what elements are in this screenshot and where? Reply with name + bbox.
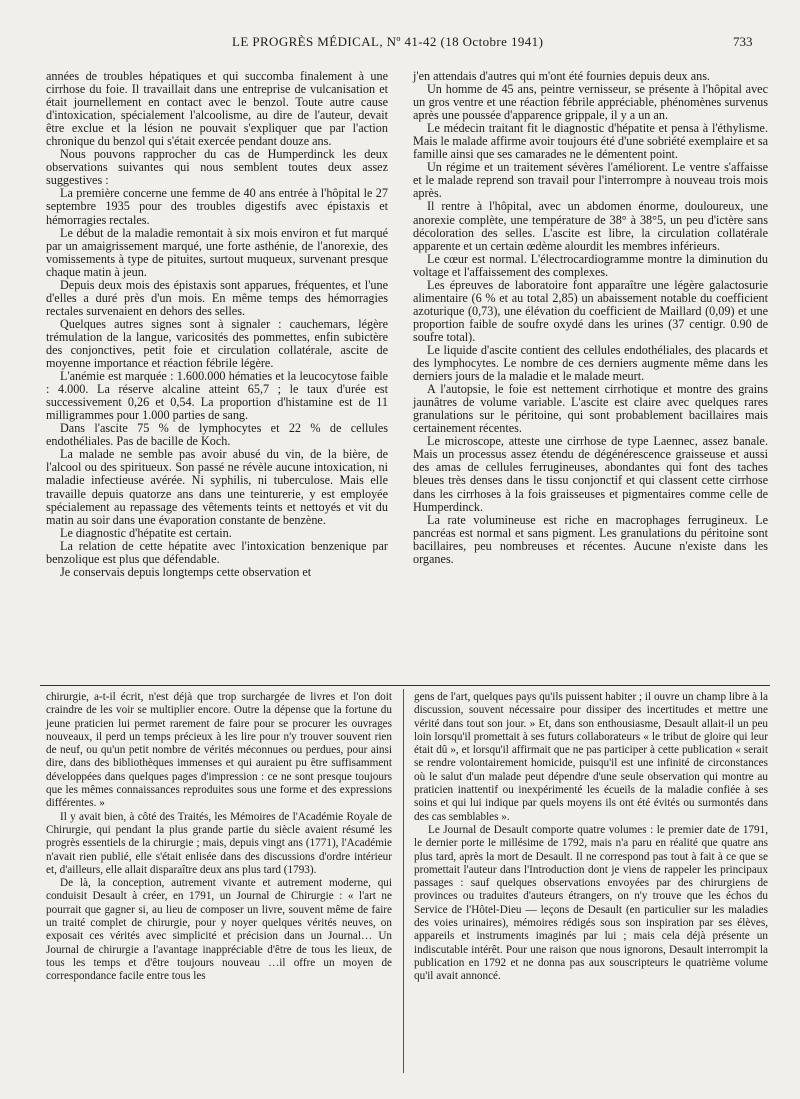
paragraph: Le liquide d'ascite contient des cellules endothéliales, des placards et des lymphocytes. Le nombre de ces derniers augmente même dans les derniers jours de la maladie et le malade meurt. (413, 342, 768, 384)
column-top-left (46, 70, 388, 579)
paragraph: Le diagnostic d'hépatite est certain. (60, 525, 232, 540)
paragraph: La rate volumineuse est riche en macrophages ferrugineux. Le pancréas est normal et sans pigment. Les granulations du péritoine sont bacillaires, peu nombreuses et récentes. Aucune n'existe dans les organes. (413, 512, 768, 566)
paragraph: Il y avait bien, à côté des Traités, les Mémoires de l'Académie Royale de Chirurgie, qui pendant la plus grande partie du siècle avaient résumé les progrès essentiels de la chirurgie ; mais, depuis vingt ans (1771), l'Académie n'avait rien publié, elle s'était enlisée dans des discussions d'ordre intérieur et, d'ailleurs, elle allait disparaître deux ans plus tard (1793). (46, 810, 392, 876)
paragraph: Le Journal de Desault comporte quatre volumes : le premier date de 1791, le dernier porte le millésime de 1792, mais n'a paru en réalité que quatre ans plus tard, après la mort de Desault. Il ne correspond pas tout à fait à ce que se promettait l'auteur dans l'Introduction dont je viens de rappeler les principaux passages : sauf quelques observations envoyées par des chirurgiens de provinces ou traduites d'auteurs étrangers, on n'y trouve que les échos du Service de l'Hôtel-Dieu — leçons de Desault (en particulier sur les maladies des voies urinaires), mémoires rédigés sous son inspiration par ses élèves, appareils et instruments imaginés par lui ; mais cela déjà présente un indiscutable intérêt. Pour une raison que nous ignorons, Desault interrompit la publication en 1792 et ne donna pas aux souscripteurs le quatrième volume qu'il avait annoncé. (414, 823, 768, 983)
paragraph: Nous pouvons rapprocher du cas de Humperdinck les deux observations suivantes qui nous semblent toutes deux assez suggestives : (46, 147, 388, 188)
paragraph: La première concerne une femme de 40 ans entrée à l'hôpital le 27 septembre 1935 pour des troubles digestifs avec épistaxis et hémorragies rectales. (46, 186, 388, 227)
paragraph: La relation de cette hépatite avec l'intoxication benzenique par benzolique est plus que défendable. (46, 538, 388, 566)
paragraph: Depuis deux mois des épistaxis sont apparues, fréquentes, et l'une d'elles a duré près d'un mois. En même temps des hémorragies rectales survenaient en dehors des selles. (46, 277, 388, 318)
running-header (0, 34, 800, 56)
paragraph: Un régime et un traitement sévères l'améliorent. Le ventre s'affaisse et le malade reprend son travail pour l'interrompre à nouveau trois mois après. (413, 160, 768, 201)
paragraph: Les épreuves de laboratoire font apparaître une légère galactosurie alimentaire (6 % et au total 2,85) un abaissement notable du coefficient azoturique (0,73), une élévation du coefficient de Maillard (0,09) et une proportion faible de soufre oxydé dans les urines (37 centigr. 0.90 de soufre total). (413, 277, 768, 344)
column-divider (403, 689, 404, 1073)
paragraph: Un homme de 45 ans, peintre vernisseur, se présente à l'hôpital avec un gros ventre et une réaction fébrile appréciable, phénomènes survenus après une poussée d'apparence grippale, il y a un an. (413, 82, 768, 123)
paragraph: Il rentre à l'hôpital, avec un abdomen énorme, douloureux, une anorexie complète, une température de 38° à 38°5, un peu d'ictère sans décoloration des selles. L'ascite est libre, la circulation collatérale apparente et un certain œdème alourdit les membres inférieurs. (413, 199, 768, 253)
paragraph: gens de l'art, quelques pays qu'ils puissent habiter ; il ouvre un champ libre à la discussion, souvent nécessaire pour dissiper des incertitudes et mettre une vérité dans tout son jour. » Et, dans son enthousiasme, Desault allait-il un peu loin lorsqu'il promettait à ses futurs collaborateurs « le tribut de gloire qui leur était dû », et lorsqu'il affirmait que ne pas participer à cette publication « serait se rendre volontairement homicide, puisqu'il est une infinité de circonstances où le salut d'un malade peut dépendre d'une seule observation qui montre au praticien inattentif ou inexpérimenté les écueils de la maladie confiée à ses soins et qui lui indique par quels moyens ils ont été évités ou surmontés dans des cas semblables ». (414, 691, 768, 823)
column-top-right (413, 70, 768, 566)
paragraph: années de troubles hépatiques et qui succomba finalement à une cirrhose du foie. Il travaillait dans une entreprise de vulcanisation et était journellement en contact avec le benzol. Toute autre cause d'intoxication, spécialement l'alcoolisme, au dire de l'auteur, devait être exclue et la lésion ne pouvait s'expliquer que par l'action chronique du benzol qui s'était exercée pendant douze ans. (46, 69, 388, 149)
paragraph: La malade ne semble pas avoir abusé du vin, de la bière, de l'alcool ou des spiritueux. Son passé ne révèle aucune intoxication, ni maladie infectieuse avérée. Ni syphilis, ni tuberculose. Mais elle travaille depuis quatorze ans dans une teinturerie, y est employée spécialement au repassage des vêtements teints et nettoyés et vit du matin au soir dans une évaporation constante de benzène. (46, 447, 388, 527)
paragraph: Quelques autres signes sont à signaler : cauchemars, légère trémulation de la langue, varicosités des pommettes, enfin subictère des conjonctives, petit foie et circulation collatérale, ascite de moyenne importance et réaction fébrile légère. (46, 316, 388, 371)
paragraph: Le microscope, atteste une cirrhose de type Laennec, assez banale. Mais un processus assez étendu de dégénérescence graisseuse et aussi des amas de cellules ferrugineuses, abondantes qui font des taches bleues très denses dans le tissu conjonctif et qui classent cette cirrhose dans les cirrhoses à la fois graisseuses et pigmentaires comme celle de Humperdinck. (413, 434, 768, 514)
paragraph: Le médecin traitant fit le diagnostic d'hépatite et pensa à l'éthylisme. Mais le malade affirme avoir toujours été d'une sobriété exemplaire et sa famille ainsi que ses camarades ne le démentent point. (413, 121, 768, 162)
paragraph: L'anémie est marquée : 1.600.000 hématies et la leucocytose faible : 4.000. La réserve alcaline atteint 65,7 ; le taux d'urée est successivement 0,26 et 0,54. La proportion d'histamine est de 11 milligrammes pour 1.000 parties de sang. (46, 369, 388, 423)
paragraph: Le cœur est normal. L'électrocardiogramme montre la diminution du voltage et l'affaissement des complexes. (413, 251, 768, 279)
paragraph: A l'autopsie, le foie est nettement cirrhotique et montre des grains jaunâtres de volume variable. L'ascite est claire avec quelques rares granulations sur le péritoine, qui sont probablement bacillaires mais certainement récentes. (413, 382, 768, 436)
paragraph: De là, la conception, autrement vivante et autrement moderne, qui conduisit Desault à créer, en 1791, un Journal de Chirurgie : « l'art ne pourrait que gagner si, au lieu de composer un livre, souvent même de faire un traité complet de chirurgie, pour y noyer quelques vérités neuves, on exposait ces vérités avec simplicité et précision dans un Journal… Un Journal de chirurgie a l'avantage inappréciable d'être de tous les lieux, de tous les temps et d'être toujours nouveau …il offre un moyen de correspondance facile entre tous les (46, 877, 392, 983)
section-divider (40, 685, 770, 686)
paragraph: Je conservais depuis longtemps cette observation et (60, 564, 312, 579)
paragraph: Dans l'ascite 75 % de lymphocytes et 22 % de cellules endothéliales. Pas de bacille de Koch. (46, 421, 388, 449)
journal-title: LE PROGRÈS MÉDICAL, Nº 41-42 (18 Octobre 1941) (232, 34, 544, 49)
paragraph: Le début de la maladie remontait à six mois environ et fut marqué par un amaigrissement marqué, une forte asthénie, de l'anorexie, des vomissements à type de pituites, surtout muqueux, survenant presque chaque matin à jeun. (46, 225, 388, 279)
column-bottom-right (414, 691, 768, 984)
paragraph: j'en attendais d'autres qui m'ont été fournies depuis deux ans. (413, 69, 710, 83)
page-number: 733 (733, 34, 753, 49)
paragraph: chirurgie, a-t-il écrit, n'est déjà que trop surchargée de livres et l'on doit craindre de les voir se multiplier encore. Outre la dépense que la fortune du jeune praticien lui permet rarement de faire pour se procurer les ouvrages nouveaux, il perd un temps précieux à les lire pour n'y trouver souvent rien de neuf, ou qu'un petit nombre de vérités méconnues ou perdues, pour ainsi dire, dans des bibliothèques immenses et qui auraient pu être suffisamment développées dans quelques pages d'impression : ce ne sont presque toujours que les mêmes connaissances reproduites sous une forme et des expressions différentes. » (46, 691, 392, 810)
column-bottom-left (46, 691, 392, 984)
